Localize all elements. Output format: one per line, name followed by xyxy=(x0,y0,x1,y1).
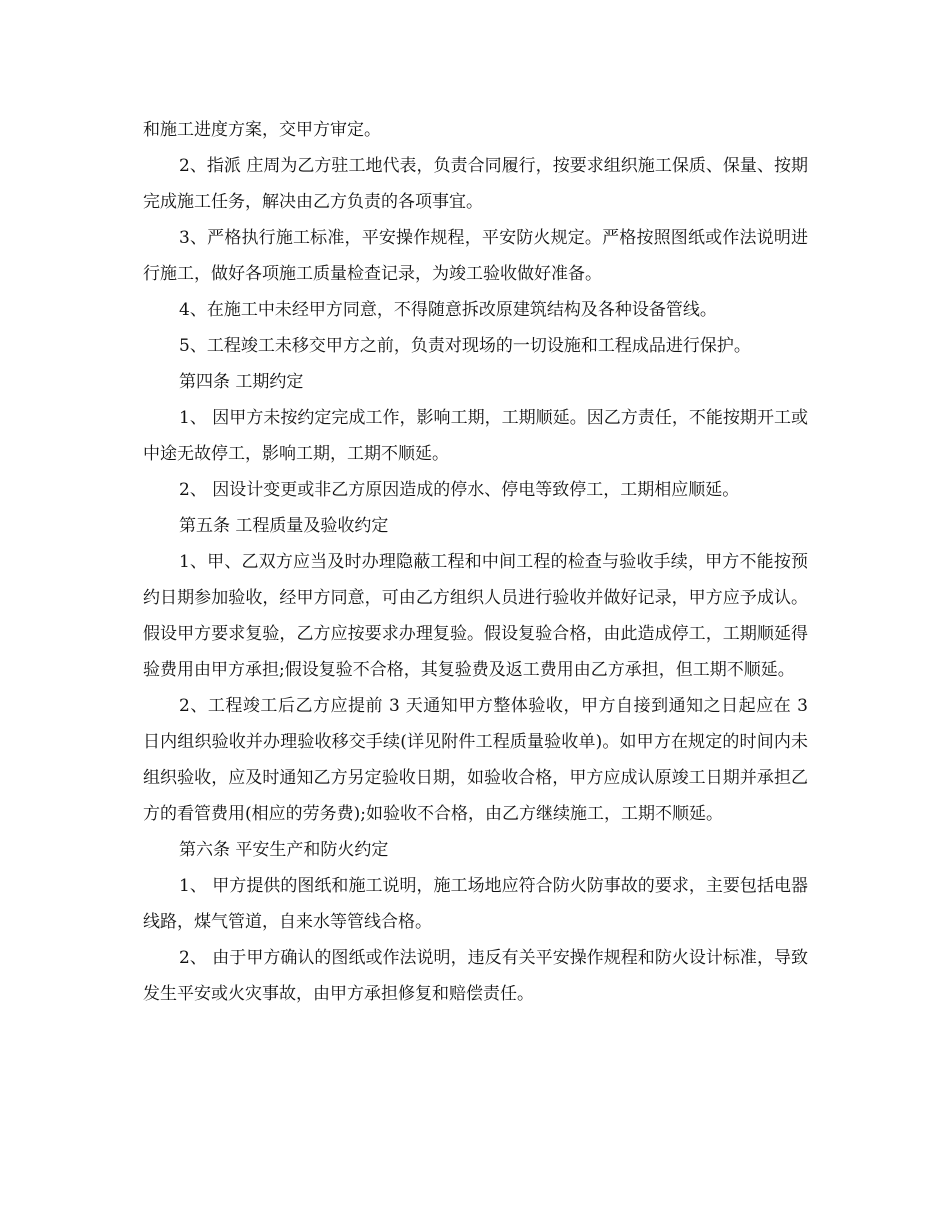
clause-item-3-5: 5、工程竣工未移交甲方之前，负责对现场的一切设施和工程成品进行保护。 xyxy=(179,336,751,356)
section-heading-6: 第六条 平安生产和防火约定 xyxy=(179,840,389,860)
clause-item-5-1: 1、甲、乙双方应当及时办理隐蔽工程和中间工程的检查与验收手续，甲方不能按预约日期参加验收，经甲方同意，可由乙方组织人员进行验收并做好记录，甲方应予成认。假设甲方要求复验，乙方应按要求办理复验。假设复验合格，由此造成停工，工期顺延得验费用由甲方承担;假设复验不合格，其复验费及返工费用由乙方承担，但工期不顺延。 xyxy=(143,552,808,680)
document-page xyxy=(143,112,808,1012)
clause-item-3-3: 3、严格执行施工标准，平安操作规程，平安防火规定。严格按照图纸或作法说明进行施工，做好各项施工质量检查记录，为竣工验收做好准备。 xyxy=(143,228,808,284)
clause-item-6-2: 2、 由于甲方确认的图纸或作法说明，违反有关平安操作规程和防火设计标准，导致发生平安或火灾事故，由甲方承担修复和赔偿责任。 xyxy=(143,948,808,1004)
section-heading-4: 第四条 工期约定 xyxy=(179,372,304,392)
paragraph-continuation: 和施工进度方案，交甲方审定。 xyxy=(143,120,381,140)
clause-item-4-2: 2、 因设计变更或非乙方原因造成的停水、停电等致停工，工期相应顺延。 xyxy=(179,480,740,500)
clause-item-4-1: 1、 因甲方未按约定完成工作，影响工期，工期顺延。因乙方责任，不能按期开工或中途无故停工，影响工期，工期不顺延。 xyxy=(143,408,808,464)
clause-item-6-1: 1、 甲方提供的图纸和施工说明，施工场地应符合防火防事故的要求，主要包括电器线路，煤气管道，自来水等管线合格。 xyxy=(143,876,808,932)
clause-item-3-2: 2、指派 庄周为乙方驻工地代表，负责合同履行，按要求组织施工保质、保量、按期完成施工任务，解决由乙方负责的各项事宜。 xyxy=(143,156,808,212)
clause-item-5-2: 2、工程竣工后乙方应提前 3 天通知甲方整体验收，甲方自接到通知之日起应在 3 日内组织验收并办理验收移交手续(详见附件工程质量验收单)。如甲方在规定的时间内未组织验收，应及时通知乙方另定验收日期，如验收合格，甲方应成认原竣工日期并承担乙方的看管费用(相应的劳务费);如验收不合格，由乙方继续施工，工期不顺延。 xyxy=(143,696,808,824)
clause-item-3-4: 4、在施工中未经甲方同意，不得随意拆改原建筑结构及各种设备管线。 xyxy=(179,300,717,320)
section-heading-5: 第五条 工程质量及验收约定 xyxy=(179,516,389,536)
